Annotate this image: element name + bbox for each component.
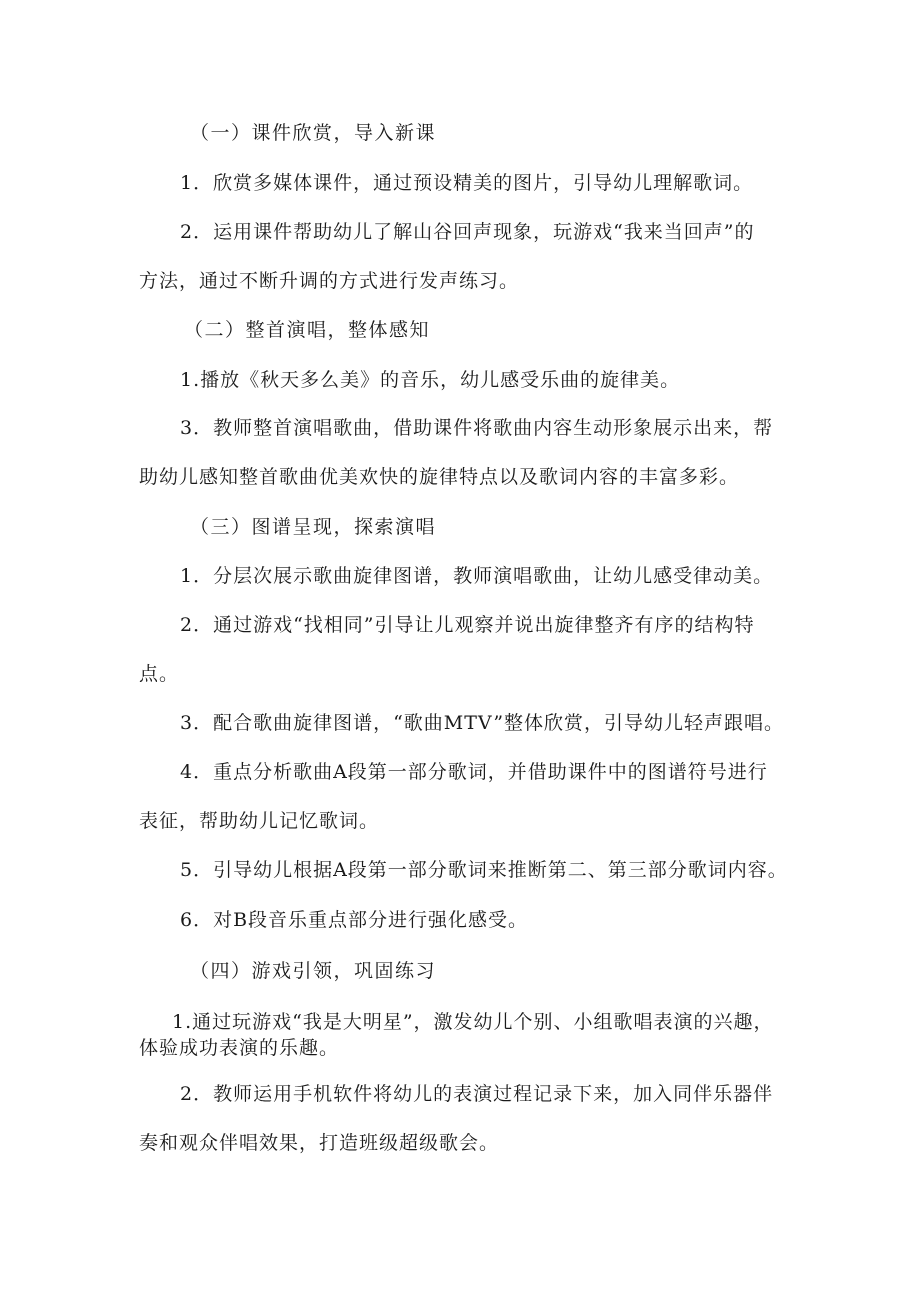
paragraph-line: 2．通过游戏“找相同”引导让儿观察并说出旋律整齐有序的结构特: [180, 614, 755, 636]
section-heading-2: （二）整首演唱，整体感知: [184, 319, 431, 341]
paragraph-line: 3．配合歌曲旋律图谱，“歌曲MTV”整体欣赏，引导幼儿轻声跟唱。: [180, 712, 785, 734]
paragraph-line: 奏和观众伴唱效果，打造班级超级歌会。: [139, 1132, 500, 1154]
paragraph-line: 1．欣赏多媒体课件，通过预设精美的图片，引导幼儿理解歌词。: [180, 172, 754, 194]
paragraph-line: 助幼儿感知整首歌曲优美欢快的旋律特点以及歌词内容的丰富多彩。: [139, 466, 740, 488]
section-heading-4: （四）游戏引领，巩固练习: [190, 960, 437, 982]
paragraph-line: 2．教师运用手机软件将幼儿的表演过程记录下来，加入同伴乐器伴: [180, 1083, 774, 1105]
paragraph-line: 表征，帮助幼儿记忆歌词。: [139, 810, 380, 832]
paragraph-line: 方法，通过不断升调的方式进行发声练习。: [139, 270, 520, 292]
paragraph-line: 4．重点分析歌曲A段第一部分歌词，并借助课件中的图谱符号进行: [180, 761, 768, 783]
paragraph-line: 2．运用课件帮助幼儿了解山谷回声现象，玩游戏“我来当回声”的: [180, 221, 755, 243]
paragraph-line: 体验成功表演的乐趣。: [139, 1037, 340, 1059]
paragraph-line: 3．教师整首演唱歌曲，借助课件将歌曲内容生动形象展示出来，帮: [180, 417, 774, 439]
paragraph-line: 5．引导幼儿根据A段第一部分歌词来推断第二、第三部分歌词内容。: [180, 859, 788, 881]
paragraph-line: 1.通过玩游戏“我是大明星”，激发幼儿个别、小组歌唱表演的兴趣，: [172, 1011, 774, 1033]
paragraph-line: 6．对B段音乐重点部分进行强化感受。: [180, 909, 529, 931]
section-heading-3: （三）图谱呈现，探索演唱: [190, 516, 437, 538]
section-heading-1: （一）课件欣赏，导入新课: [190, 122, 437, 144]
paragraph-line: 1．分层次展示歌曲旋律图谱，教师演唱歌曲，让幼儿感受律动美。: [180, 565, 774, 587]
paragraph-line: 点。: [139, 663, 180, 685]
paragraph-line: 1.播放《秋天多么美》的音乐，幼儿感受乐曲的旋律美。: [180, 369, 681, 391]
